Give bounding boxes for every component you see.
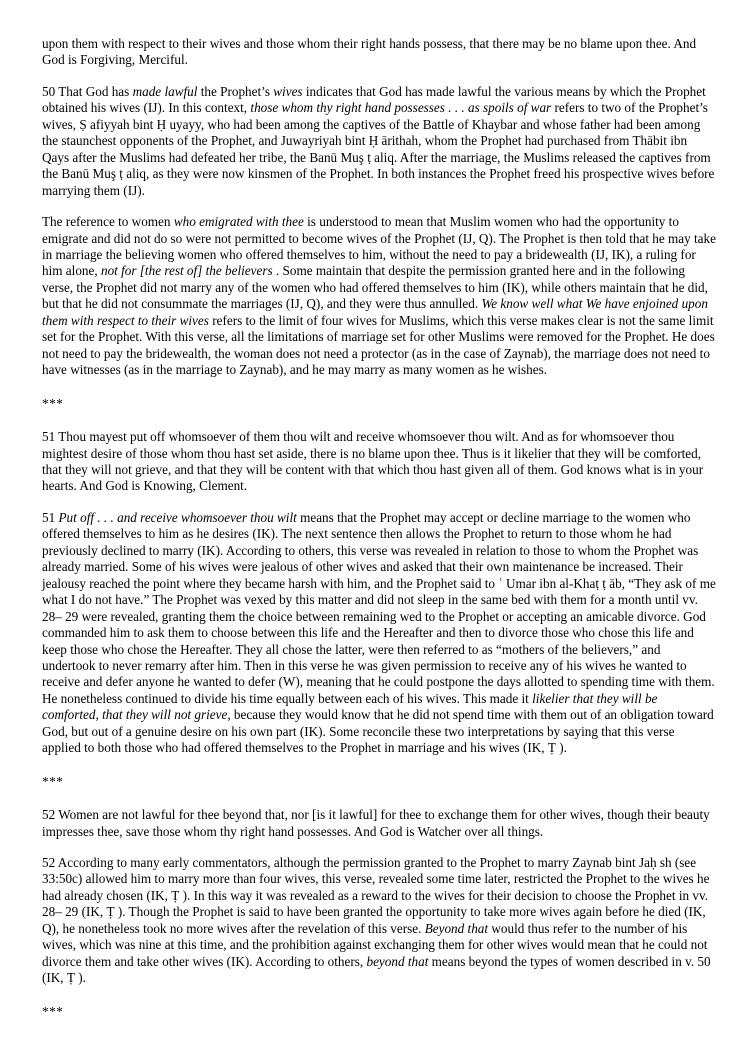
text-run: 51 Thou mayest put off whomsoever of them thou wilt and receive whomsoever thou wilt. And as for whomsoever thou mightest desire of those whom thou hast set aside, there is no blame upon thee. Thus is it likelier that they will be comforted, that they will not grieve, and that they will be content with that which thou hast given all of them. God knows what is in your hearts. And God is Knowing, Clement. xyxy=(42,429,704,494)
section-separator: *** xyxy=(42,1003,64,1019)
text-run: the Prophet’s xyxy=(197,83,274,99)
italic-quote-run: Beyond that xyxy=(424,920,489,936)
verse-paragraph xyxy=(42,807,716,840)
italic-quote-run: not for [the rest of] the believers xyxy=(100,263,273,279)
italic-quote-run: who emigrated with thee xyxy=(173,214,304,230)
italic-quote-run: wives xyxy=(273,83,303,99)
text-run: would thus refer to the number of his wives, which was nine at this time, and the prohibition against exchanging them for other wives would mean that he could not divorce them and take other wives (IK). According to others, xyxy=(42,920,708,969)
paragraph-spacer xyxy=(42,840,716,855)
text-run: indicates that God has made lawful the various means by which the Prophet obtained his wives (IJ). In this context, xyxy=(42,83,706,116)
paragraph-spacer xyxy=(42,69,716,84)
text-run: . Some maintain that despite the permission granted here and in the following verse, the Prophet did not marry any of the women who had offered themselves to him (IK), while others maintain that he did, but that he did not consummate the marriages (IJ, Q), and they were thus annulled. xyxy=(42,263,708,312)
italic-quote-run: We know well what We have enjoined upon them with respect to their wives xyxy=(42,296,708,328)
section-separator: *** xyxy=(42,395,64,411)
italic-quote-run: those whom thy right hand possesses . . . as spoils of war xyxy=(250,100,552,116)
text-run: refers to the limit of four wives for Muslims, which this verse makes clear is not the same limit set for the Prophet. With this verse, all the limitations of marriage set for other Muslims were removed for the Prophet. He does not need to pay the bridewealth, the woman does not need a protector (as in the case of Zaynab), the marriage does not need to have witnesses (as in the marriage to Zaynab), and he may marry as many women as he wishes. xyxy=(42,312,715,378)
italic-quote-run: Put off . . . and receive whomsoever thou wilt xyxy=(58,509,297,525)
text-run: because they would know that he did not spend time with them out of an obligation toward God, but out of a genuine desire on his own part (IK). Some reconcile these two interpretations by saying that this verse applied to both those who had offered themselves to the Prophet in marriage and his wives (IK, Ṭ ). xyxy=(42,707,714,756)
italic-quote-run: likelier that they will be comforted, that they will not grieve, xyxy=(42,690,658,723)
text-run: means beyond the types of women described in v. 50 (IK, Ṭ ). xyxy=(42,953,711,986)
text-run: means that the Prophet may accept or decline marriage to the women who offered themselves to him as he desires (IK). The next sentence then allows the Prophet to return to those whom he had previously declined to marry (IK). According to others, this verse was revealed in relation to those to whom the Prophet was already married. Some of his wives were jealous of other wives and asked that their own maintenance be increased. Their jealousy reached the point where they became harsh with him, and the Prophet said to ʿ Umar ibn al-Khaṭ ṭ āb, “They ask of me what I do not have.” The Prophet was vexed by this matter and did not sleep in the same bed with them for a month until vv. 28– 29 were revealed, granting them the choice between remaining wed to the Prophet or accepting an amicable divorce. God commanded him to ask them to choose between this life and the Hereafter and then to divorce those who chose this life and keep those who chose the Hereafter. They all chose the latter, were then referred to as “mothers of the believers,” and undertook to never remarry after him. Then in this verse he was given permission to receive any of his wives he wanted to receive and defer anyone he wanted to defer (W), meaning that he could postpone the days allotted to spending time with them. He nonetheless continued to divide his time equally between each of his wives. This made it xyxy=(42,509,716,706)
paragraph-spacer xyxy=(42,757,716,774)
page-text-column xyxy=(42,36,716,1020)
verse-paragraph xyxy=(42,429,716,495)
paragraph-spacer xyxy=(42,412,716,429)
paragraph-spacer xyxy=(42,987,716,1004)
commentary-paragraph xyxy=(42,214,716,379)
commentary-paragraph xyxy=(42,855,716,987)
text-run: The reference to women xyxy=(42,214,174,230)
italic-quote-run: made lawful xyxy=(132,83,198,99)
paragraph-spacer xyxy=(42,379,716,396)
text-run: upon them with respect to their wives and those whom their right hands possess, that there may be no blame upon thee. And God is Forgiving, Merciful. xyxy=(42,36,697,68)
paragraph-spacer xyxy=(42,495,716,510)
text-run: 52 Women are not lawful for thee beyond that, nor [is it lawful] for thee to exchange them for other wives, though their beauty impresses thee, save those whom thy right hand possesses. And God is Watcher over all things. xyxy=(42,807,710,839)
text-run: 52 According to many early commentators, although the permission granted to the Prophet to marry Zaynab bint Jaḥ sh (see 33:50c) allowed him to marry more than four wives, this verse, revealed some time later, restricted the Prophet to the wives he had already chosen (IK, Ṭ ). In this way it was revealed as a reward to the wives for their decision to choose the Prophet in vv. 28– 29 (IK, Ṭ ). Though the Prophet is said to have been granted the opportunity to take more wives again before he died (IK, Q), he nonetheless took no more wives after the revelation of this verse. xyxy=(42,855,710,936)
commentary-paragraph xyxy=(42,84,716,199)
verse-paragraph xyxy=(42,36,716,69)
text-run: is understood to mean that Muslim women who had the opportunity to emigrate and did not do so were not permitted to become wives of the Prophet (IJ, Q). The Prophet is then told that he may take in marriage the believing women who offered themselves to him, without the need to pay a bridewealth (IJ, IK), a ruling for him alone, xyxy=(42,214,716,279)
paragraph-spacer xyxy=(42,790,716,807)
text-run: refers to two of the Prophet’s wives, Ṣ afiyyah bint Ḥ uyayy, who had been among the captives of the Battle of Khaybar and whose father had been among the staunchest opponents of the Prophet, and Juwayriyah bint Ḥ ārithah, whom the Prophet had purchased from Thābit ibn Qays after the Muslims had defeated her tribe, the Banū Muş ṭ aliq. After the marriage, the Muslims released the captives from the Banū Muş ṭ aliq, as they were now kinsmen of the Prophet. In both instances the Prophet freed his prospective wives before marrying them (IJ). xyxy=(42,100,715,198)
text-run: 50 That God has xyxy=(42,83,133,99)
commentary-paragraph xyxy=(42,510,716,757)
italic-quote-run: beyond that xyxy=(366,953,429,969)
section-separator: *** xyxy=(42,773,64,789)
text-run: 51 xyxy=(42,509,59,525)
paragraph-spacer xyxy=(42,199,716,214)
